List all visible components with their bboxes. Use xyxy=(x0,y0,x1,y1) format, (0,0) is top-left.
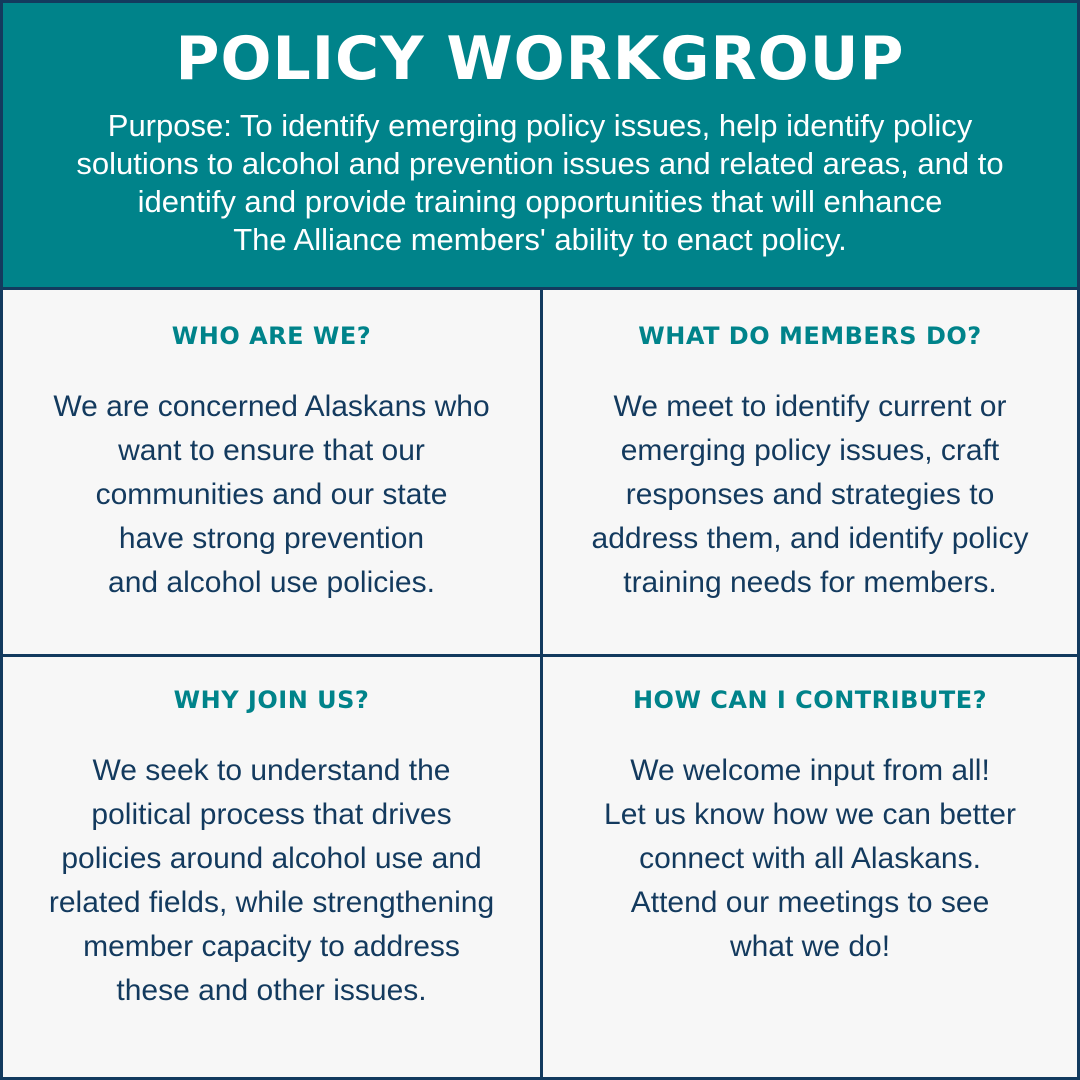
section-how-can-i-contribute xyxy=(543,657,1077,969)
section-heading: HOW CAN I CONTRIBUTE? xyxy=(632,686,988,714)
section-heading: WHO ARE WE? xyxy=(171,322,372,350)
section-body: We seek to understand the political process that drives policies around alcohol use and related fields, while strengthening member capacity to address these and other issues. xyxy=(48,754,495,1007)
purpose-statement: Purpose: To identify emerging policy issues, help identify policy solutions to alcohol and prevention issues and related areas, and to identify and provide training opportunities that will enhance The Alliance members' ability to enact policy. xyxy=(76,108,1004,257)
section-body: We are concerned Alaskans who want to ensure that our communities and our state have strong prevention and alcohol use policies. xyxy=(53,390,490,599)
section-body: We meet to identify current or emerging policy issues, craft responses and strategies to address them, and identify policy training needs for members. xyxy=(591,390,1029,599)
section-body: We welcome input from all! Let us know how we can better connect with all Alaskans. Attend our meetings to see what we do! xyxy=(604,754,1016,963)
section-heading: WHY JOIN US? xyxy=(173,686,370,714)
section-why-join-us xyxy=(3,657,540,1013)
header-banner xyxy=(3,3,1077,290)
poster-title: POLICY WORKGROUP xyxy=(175,24,905,94)
section-heading: WHAT DO MEMBERS DO? xyxy=(638,322,982,350)
section-who-are-we xyxy=(3,293,540,605)
section-what-do-members-do xyxy=(543,293,1077,605)
